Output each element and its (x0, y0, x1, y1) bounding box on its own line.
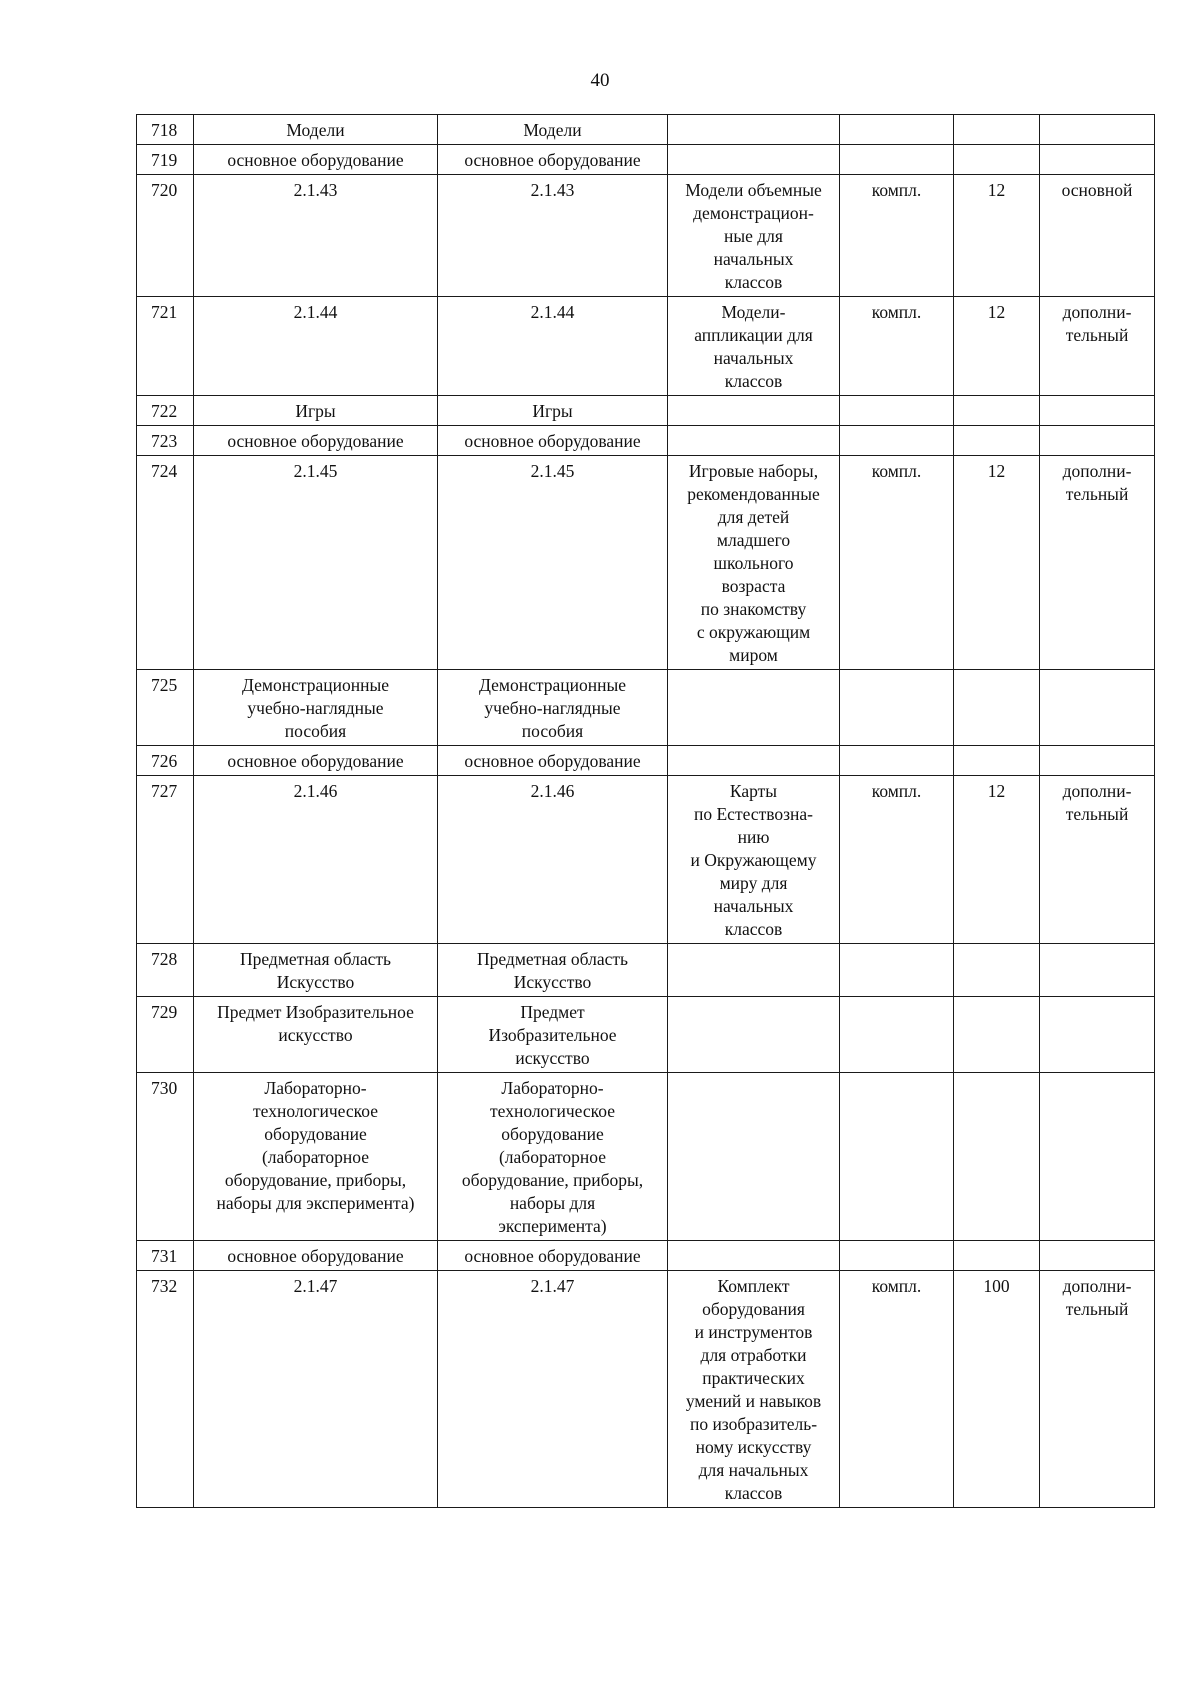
equipment-description-cell (668, 1241, 840, 1271)
unit-cell (840, 426, 954, 456)
equipment-type-cell (1040, 1073, 1155, 1241)
equipment-description-cell (668, 145, 840, 175)
table-row (137, 175, 1155, 297)
name-column-b-cell (438, 1241, 668, 1271)
table-row (137, 145, 1155, 175)
unit-cell (840, 396, 954, 426)
unit-text: компл. (871, 781, 922, 801)
equipment-type-line: тельный (1065, 804, 1129, 824)
table-body (137, 115, 1155, 1508)
row-number-cell (137, 145, 194, 175)
equipment-description-line: классов (724, 272, 783, 292)
name-column-a-line: Игры (295, 401, 336, 421)
name-column-b-line: (лабораторное (498, 1147, 607, 1167)
quantity-cell (954, 396, 1040, 426)
table-row (137, 776, 1155, 944)
equipment-description-cell (668, 396, 840, 426)
quantity-cell (954, 456, 1040, 670)
equipment-description-line: по знакомству (700, 599, 807, 619)
quantity-cell (954, 115, 1040, 145)
row-number-text: 725 (151, 675, 178, 695)
equipment-description-line: для отработки (700, 1345, 807, 1365)
name-column-b-line: оборудование, приборы, (461, 1170, 644, 1190)
equipment-description-cell (668, 297, 840, 396)
name-column-a-line: оборудование (264, 1124, 367, 1144)
equipment-description-line: миру для (719, 873, 788, 893)
name-column-a-cell (194, 746, 438, 776)
equipment-description-line: возраста (721, 576, 786, 596)
name-column-b-line: Игры (532, 401, 573, 421)
name-column-b-line: Предметная область (477, 949, 628, 969)
row-number-text: 721 (151, 302, 178, 322)
name-column-b-line: искусство (515, 1048, 590, 1068)
name-column-b-line: основное оборудование (464, 751, 641, 771)
unit-cell (840, 776, 954, 944)
row-number-text: 724 (151, 461, 178, 481)
name-column-a-cell (194, 396, 438, 426)
equipment-type-line: тельный (1065, 484, 1129, 504)
table-row (137, 997, 1155, 1073)
name-column-b-line: Модели (523, 120, 582, 140)
name-column-b-line: учебно-наглядные (484, 698, 621, 718)
quantity-cell (954, 746, 1040, 776)
name-column-a-cell (194, 944, 438, 997)
quantity-cell (954, 426, 1040, 456)
row-number-cell (137, 297, 194, 396)
name-column-a-line: Искусство (276, 972, 355, 992)
name-column-a-cell (194, 456, 438, 670)
name-column-a-cell (194, 145, 438, 175)
equipment-type-cell (1040, 670, 1155, 746)
name-column-a-line: (лабораторное (261, 1147, 370, 1167)
unit-cell (840, 297, 954, 396)
name-column-b-line: Изобразительное (488, 1025, 617, 1045)
equipment-type-cell (1040, 426, 1155, 456)
equipment-description-line: Игровые наборы, (688, 461, 819, 481)
name-column-a-cell (194, 1271, 438, 1508)
equipment-type-line: дополни- (1062, 461, 1132, 481)
quantity-cell (954, 997, 1040, 1073)
name-column-a-line: 2.1.43 (293, 180, 338, 200)
equipment-description-line: аппликации для (694, 325, 813, 345)
name-column-b-cell (438, 1073, 668, 1241)
equipment-description-line: по изобразитель- (689, 1414, 818, 1434)
name-column-a-cell (194, 297, 438, 396)
equipment-description-cell (668, 456, 840, 670)
equipment-description-line: школьного (713, 553, 794, 573)
equipment-description-line: ному искусству (695, 1437, 812, 1457)
equipment-description-line: начальных (713, 896, 794, 916)
quantity-text: 12 (987, 302, 1006, 322)
table-row (137, 426, 1155, 456)
equipment-description-line: классов (724, 371, 783, 391)
name-column-b-line: 2.1.47 (530, 1276, 575, 1296)
table-row (137, 944, 1155, 997)
equipment-description-line: для начальных (698, 1460, 809, 1480)
equipment-type-cell (1040, 145, 1155, 175)
name-column-a-line: пособия (284, 721, 347, 741)
quantity-cell (954, 1073, 1040, 1241)
name-column-b-cell (438, 746, 668, 776)
row-number-text: 731 (151, 1246, 178, 1266)
row-number-text: 728 (151, 949, 178, 969)
equipment-type-cell (1040, 746, 1155, 776)
quantity-text: 100 (983, 1276, 1010, 1296)
equipment-description-cell (668, 776, 840, 944)
equipment-description-line: начальных (713, 249, 794, 269)
quantity-cell (954, 776, 1040, 944)
equipment-description-line: Карты (729, 781, 778, 801)
quantity-cell (954, 1271, 1040, 1508)
unit-cell (840, 746, 954, 776)
name-column-a-line: Лабораторно- (264, 1078, 367, 1098)
name-column-b-line: 2.1.45 (530, 461, 575, 481)
name-column-b-line: Демонстрационные (479, 675, 626, 695)
equipment-description-cell (668, 997, 840, 1073)
name-column-b-cell (438, 396, 668, 426)
name-column-b-cell (438, 426, 668, 456)
row-number-text: 722 (151, 401, 178, 421)
equipment-description-cell (668, 670, 840, 746)
row-number-cell (137, 944, 194, 997)
name-column-a-cell (194, 997, 438, 1073)
equipment-description-cell (668, 175, 840, 297)
equipment-description-cell (668, 115, 840, 145)
row-number-cell (137, 1073, 194, 1241)
name-column-b-cell (438, 175, 668, 297)
quantity-cell (954, 175, 1040, 297)
equipment-type-cell (1040, 776, 1155, 944)
name-column-a-cell (194, 670, 438, 746)
row-number-cell (137, 175, 194, 297)
equipment-description-line: и Окружающему (690, 850, 817, 870)
equipment-description-line: ные для (724, 226, 783, 246)
name-column-a-line: учебно-наглядные (247, 698, 384, 718)
unit-cell (840, 1073, 954, 1241)
name-column-b-line: Искусство (513, 972, 592, 992)
equipment-description-line: и инструментов (694, 1322, 813, 1342)
equipment-description-cell (668, 426, 840, 456)
name-column-b-cell (438, 944, 668, 997)
row-number-text: 727 (151, 781, 178, 801)
name-column-b-line: 2.1.44 (530, 302, 575, 322)
name-column-a-line: основное оборудование (227, 150, 404, 170)
name-column-a-line: искусство (278, 1025, 353, 1045)
equipment-table (136, 114, 1155, 1508)
quantity-cell (954, 944, 1040, 997)
row-number-cell (137, 1271, 194, 1508)
row-number-cell (137, 426, 194, 456)
name-column-a-line: основное оборудование (227, 751, 404, 771)
equipment-type-line: дополни- (1062, 1276, 1132, 1296)
quantity-cell (954, 297, 1040, 396)
row-number-text: 723 (151, 431, 178, 451)
equipment-description-line: классов (724, 1483, 783, 1503)
unit-text: компл. (871, 302, 922, 322)
unit-cell (840, 145, 954, 175)
equipment-description-line: Модели объемные (685, 180, 822, 200)
row-number-text: 732 (151, 1276, 178, 1296)
equipment-type-line: основной (1061, 180, 1133, 200)
row-number-cell (137, 746, 194, 776)
name-column-a-cell (194, 1241, 438, 1271)
name-column-b-cell (438, 456, 668, 670)
name-column-b-line: 2.1.43 (530, 180, 575, 200)
name-column-a-line: наборы для эксперимента) (216, 1193, 415, 1213)
equipment-description-line: для детей (717, 507, 790, 527)
equipment-description-line: нию (737, 827, 770, 847)
page-number: 40 (590, 70, 610, 91)
name-column-b-cell (438, 145, 668, 175)
equipment-type-cell (1040, 997, 1155, 1073)
name-column-b-line: наборы для (509, 1193, 596, 1213)
name-column-a-line: оборудование, приборы, (224, 1170, 407, 1190)
unit-cell (840, 1271, 954, 1508)
name-column-a-line: Демонстрационные (242, 675, 389, 695)
name-column-a-line: 2.1.45 (293, 461, 338, 481)
table-row (137, 670, 1155, 746)
equipment-description-line: младшего (716, 530, 791, 550)
quantity-text: 12 (987, 180, 1006, 200)
equipment-description-cell (668, 746, 840, 776)
name-column-b-line: Предмет (520, 1002, 585, 1022)
equipment-description-line: с окружающим (696, 622, 811, 642)
name-column-a-cell (194, 776, 438, 944)
row-number-text: 730 (151, 1078, 178, 1098)
name-column-b-cell (438, 776, 668, 944)
unit-cell (840, 175, 954, 297)
name-column-b-line: основное оборудование (464, 150, 641, 170)
quantity-cell (954, 670, 1040, 746)
row-number-cell (137, 776, 194, 944)
quantity-text: 12 (987, 781, 1006, 801)
equipment-type-cell (1040, 1271, 1155, 1508)
equipment-description-line: классов (724, 919, 783, 939)
row-number-cell (137, 396, 194, 426)
equipment-description-cell (668, 1073, 840, 1241)
equipment-description-line: умений и навыков (685, 1391, 822, 1411)
name-column-a-line: Модели (286, 120, 345, 140)
table-row (137, 456, 1155, 670)
name-column-b-line: пособия (521, 721, 584, 741)
name-column-a-cell (194, 1073, 438, 1241)
equipment-type-line: тельный (1065, 325, 1129, 345)
name-column-a-line: Предметная область (240, 949, 391, 969)
unit-cell (840, 456, 954, 670)
equipment-description-line: практических (702, 1368, 805, 1388)
name-column-b-cell (438, 297, 668, 396)
table-row (137, 1271, 1155, 1508)
row-number-text: 729 (151, 1002, 178, 1022)
name-column-a-line: основное оборудование (227, 1246, 404, 1266)
row-number-cell (137, 115, 194, 145)
row-number-text: 720 (151, 180, 178, 200)
equipment-type-cell (1040, 944, 1155, 997)
name-column-b-line: основное оборудование (464, 431, 641, 451)
name-column-b-cell (438, 997, 668, 1073)
name-column-b-line: технологическое (490, 1101, 615, 1121)
equipment-description-line: миром (729, 645, 778, 665)
equipment-description-line: демонстрацион- (693, 203, 814, 223)
name-column-a-line: 2.1.46 (293, 781, 338, 801)
table-row (137, 746, 1155, 776)
quantity-cell (954, 145, 1040, 175)
table-row (137, 297, 1155, 396)
unit-text: компл. (871, 1276, 922, 1296)
name-column-b-cell (438, 115, 668, 145)
equipment-description-line: рекомендованные (687, 484, 820, 504)
row-number-text: 726 (151, 751, 178, 771)
equipment-description-cell (668, 944, 840, 997)
equipment-description-cell (668, 1271, 840, 1508)
name-column-b-line: 2.1.46 (530, 781, 575, 801)
row-number-cell (137, 670, 194, 746)
table-row (137, 1241, 1155, 1271)
row-number-cell (137, 1241, 194, 1271)
table-row (137, 1073, 1155, 1241)
row-number-text: 718 (151, 120, 178, 140)
equipment-type-cell (1040, 1241, 1155, 1271)
row-number-cell (137, 997, 194, 1073)
equipment-type-line: дополни- (1062, 302, 1132, 322)
name-column-a-line: Предмет Изобразительное (217, 1002, 414, 1022)
equipment-type-cell (1040, 396, 1155, 426)
name-column-a-line: основное оборудование (227, 431, 404, 451)
name-column-a-line: технологическое (253, 1101, 378, 1121)
equipment-type-line: дополни- (1062, 781, 1132, 801)
unit-cell (840, 115, 954, 145)
unit-text: компл. (871, 180, 922, 200)
quantity-text: 12 (987, 461, 1006, 481)
equipment-description-line: по Естествозна- (694, 804, 813, 824)
unit-text: компл. (871, 461, 922, 481)
name-column-b-cell (438, 670, 668, 746)
quantity-cell (954, 1241, 1040, 1271)
unit-cell (840, 670, 954, 746)
name-column-b-line: эксперимента) (498, 1216, 607, 1236)
equipment-description-line: Модели- (721, 302, 786, 322)
equipment-type-cell (1040, 115, 1155, 145)
equipment-description-line: оборудования (702, 1299, 805, 1319)
equipment-type-line: тельный (1065, 1299, 1129, 1319)
name-column-b-cell (438, 1271, 668, 1508)
name-column-a-cell (194, 115, 438, 145)
unit-cell (840, 1241, 954, 1271)
table-row (137, 396, 1155, 426)
name-column-a-line: 2.1.44 (293, 302, 338, 322)
name-column-a-cell (194, 426, 438, 456)
name-column-b-line: Лабораторно- (501, 1078, 604, 1098)
name-column-a-cell (194, 175, 438, 297)
row-number-text: 719 (151, 150, 178, 170)
unit-cell (840, 997, 954, 1073)
equipment-description-line: начальных (713, 348, 794, 368)
equipment-type-cell (1040, 297, 1155, 396)
name-column-b-line: оборудование (501, 1124, 604, 1144)
equipment-type-cell (1040, 456, 1155, 670)
equipment-description-line: Комплект (717, 1276, 790, 1296)
equipment-type-cell (1040, 175, 1155, 297)
row-number-cell (137, 456, 194, 670)
unit-cell (840, 944, 954, 997)
name-column-a-line: 2.1.47 (293, 1276, 338, 1296)
table-row (137, 115, 1155, 145)
name-column-b-line: основное оборудование (464, 1246, 641, 1266)
